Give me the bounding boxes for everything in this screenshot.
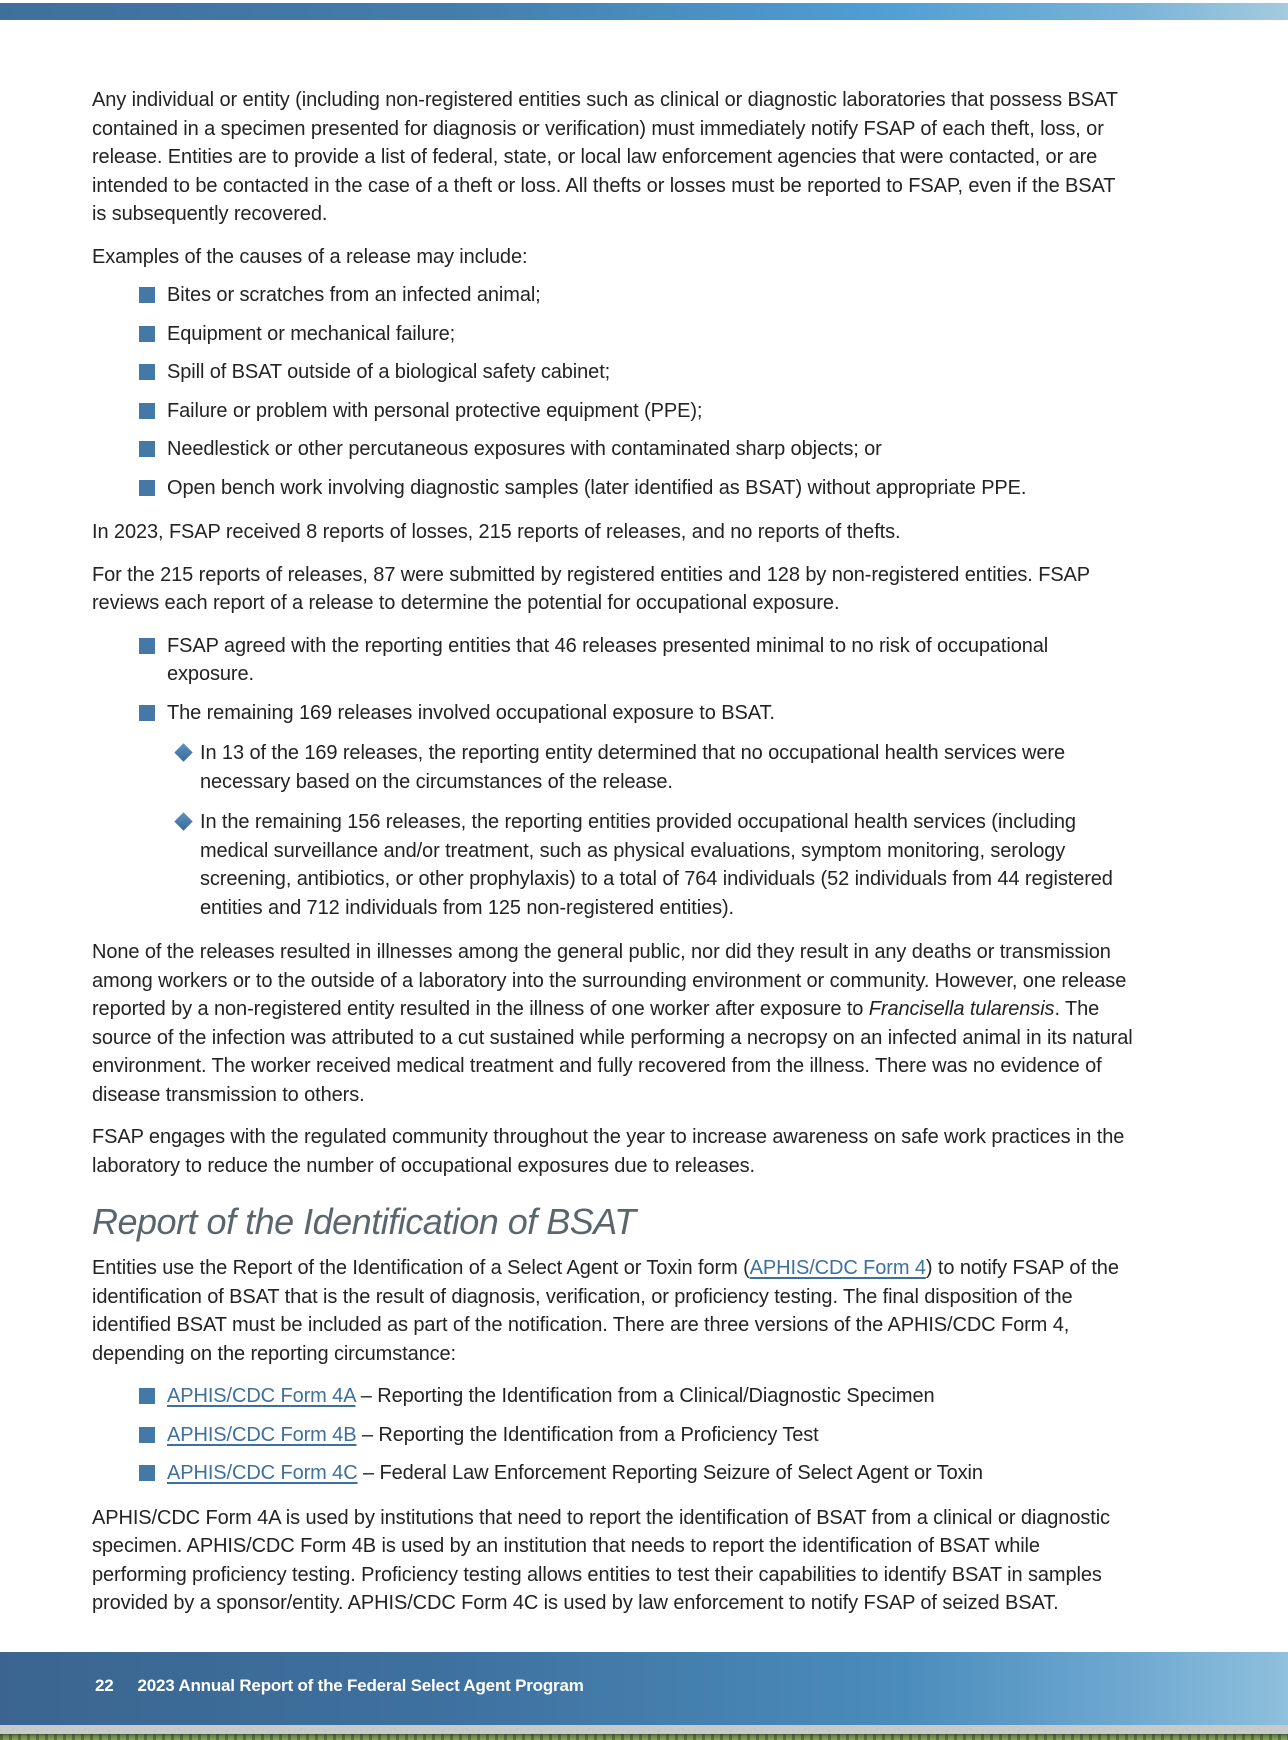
square-bullet-icon	[139, 1427, 155, 1443]
paragraph-text: . The source of the infection was attributed to a cut sustained while performing a necropsy on an infected animal in its natural environment. The worker received medical treatment and fully recovered from the illness. There was no evidence of disease transmission to others.	[92, 998, 1133, 1106]
sub-list-item-text: In 13 of the 169 releases, the reporting entity determined that no occupational health services were necessary based on the circumstances of the release.	[200, 742, 1065, 793]
list-item	[92, 632, 1134, 689]
list-item-text: Bites or scratches from an infected animal;	[167, 284, 541, 306]
list-item	[92, 699, 1134, 728]
list-item-text: Failure or problem with personal protective equipment (PPE);	[167, 399, 703, 422]
square-bullet-icon	[139, 326, 155, 342]
paragraph-notify-fsap: Any individual or entity (including non-registered entities such as clinical or diagnostic laboratories that possess BSAT contained in a specimen presented for diagnosis or verification) must immediately notify FSAP of each theft, loss, or release. Entities are to provide a list of federal, state, or local law enforcement agencies that were contacted, or are intended to be contacted in the case of a theft or loss. All thefts or losses must be reported to FSAP, even if the BSAT is subsequently recovered.	[92, 89, 1118, 225]
square-bullet-icon	[139, 364, 155, 380]
link-aphis-cdc-form-4a[interactable]: APHIS/CDC Form 4A	[167, 1385, 356, 1407]
list-item-text: Spill of BSAT outside of a biological safety cabinet;	[167, 361, 611, 383]
list-item-text: Equipment or mechanical failure;	[167, 322, 456, 345]
link-aphis-cdc-form-4b[interactable]: APHIS/CDC Form 4B	[167, 1423, 357, 1446]
paragraph-text: ) to notify FSAP of the identification of BSAT that is the result of diagnosis, verification, or proficiency testing. The final disposition of the identified BSAT must be included as part of the notification. There are three versions of the APHIS/CDC Form 4, depending on the reporting circumstance:	[92, 1257, 1119, 1365]
page-body	[92, 86, 1134, 1632]
link-aphis-cdc-form-4c[interactable]: APHIS/CDC Form 4C	[167, 1462, 358, 1484]
footer-gray-strip	[0, 1725, 1288, 1734]
top-accent-bar	[0, 3, 1288, 20]
list-item	[92, 397, 1134, 426]
examples-intro: Examples of the causes of a release may include:	[92, 245, 528, 268]
list-item	[92, 435, 1134, 464]
square-bullet-icon	[139, 403, 155, 419]
page-footer	[0, 1652, 1288, 1725]
footer-content	[0, 1652, 1288, 1696]
footer-report-title: 2023 Annual Report of the Federal Select Agent Program	[137, 1676, 584, 1695]
list-item-form-4c	[92, 1459, 1134, 1488]
paragraph-release-reports: For the 215 reports of releases, 87 were submitted by registered entities and 128 by non-registered entities. FSAP reviews each report of a release to determine the potential for occupational exposure.	[92, 563, 1090, 614]
diamond-bullet-icon	[174, 743, 192, 761]
diamond-bullet-icon	[174, 812, 192, 830]
list-item-text: FSAP agreed with the reporting entities that 46 releases presented minimal to no risk of occupational exposure.	[167, 634, 1049, 685]
square-bullet-icon	[139, 638, 155, 654]
square-bullet-icon	[139, 1465, 155, 1481]
paragraph-2023-reports: In 2023, FSAP received 8 reports of losses, 215 reports of releases, and no reports of thefts.	[92, 521, 901, 543]
square-bullet-icon	[139, 1388, 155, 1404]
list-item	[92, 281, 1134, 310]
square-bullet-icon	[139, 441, 155, 457]
square-bullet-icon	[139, 287, 155, 303]
paragraph-text: Entities use the Report of the Identification of a Select Agent or Toxin form (	[92, 1257, 750, 1279]
paragraph-text: None of the releases resulted in illnesses among the general public, nor did they result in any deaths or transmission among workers or to the outside of a laboratory into the surrounding environment or community. However, one release reported by a non-registered entity resulted in the illness of one worker after exposure to	[92, 941, 1127, 1020]
footer-grass-photo-strip	[0, 1734, 1288, 1740]
square-bullet-icon	[139, 705, 155, 721]
list-item-text: Open bench work involving diagnostic samples (later identified as BSAT) without appropriate PPE.	[167, 476, 1027, 499]
list-item-text: – Reporting the Identification from a Proficiency Test	[356, 1423, 819, 1446]
list-item-form-4a	[92, 1382, 1134, 1411]
species-name-italic: Francisella tularensis	[868, 998, 1055, 1020]
paragraph-no-illnesses	[92, 938, 1134, 1109]
sub-list-item	[92, 808, 1134, 922]
paragraph-fsap-engages: FSAP engages with the regulated community throughout the year to increase awareness on safe work practices in the laboratory to reduce the number of occupational exposures due to releases.	[92, 1126, 1125, 1177]
list-item-text: – Federal Law Enforcement Reporting Seizure of Select Agent or Toxin	[357, 1462, 983, 1484]
list-item-text: – Reporting the Identification from a Clinical/Diagnostic Specimen	[355, 1385, 935, 1407]
paragraph-entities-use-form	[92, 1254, 1134, 1368]
section-heading-report-identification: Report of the Identification of BSAT	[92, 1201, 636, 1242]
link-aphis-cdc-form-4[interactable]: APHIS/CDC Form 4	[749, 1257, 926, 1279]
sub-list-item-text: In the remaining 156 releases, the reporting entities provided occupational health services (including medical surveillance and/or treatment, such as physical evaluations, symptom monitoring, serology screening, antibiotics, or other prophylaxis) to a total of 764 individuals (52 individuals from 44 registered entities and 712 individuals from 125 non-registered entities).	[200, 811, 1113, 919]
page-number: 22	[95, 1676, 114, 1695]
sub-list-item	[92, 739, 1134, 796]
list-item-text: The remaining 169 releases involved occupational exposure to BSAT.	[167, 701, 775, 724]
list-item-form-4b	[92, 1421, 1134, 1450]
list-item	[92, 474, 1134, 503]
square-bullet-icon	[139, 480, 155, 496]
paragraph-forms-usage: APHIS/CDC Form 4A is used by institutions that need to report the identification of BSAT from a clinical or diagnostic specimen. APHIS/CDC Form 4B is used by an institution that needs to report the identification of BSAT while performing proficiency testing. Proficiency testing allows entities to test their capabilities to identify BSAT in samples provided by a sponsor/entity. APHIS/CDC Form 4C is used by law enforcement to notify FSAP of seized BSAT.	[92, 1506, 1110, 1614]
list-item	[92, 320, 1134, 349]
list-item	[92, 358, 1134, 387]
list-item-text: Needlestick or other percutaneous exposures with contaminated sharp objects; or	[167, 438, 882, 460]
